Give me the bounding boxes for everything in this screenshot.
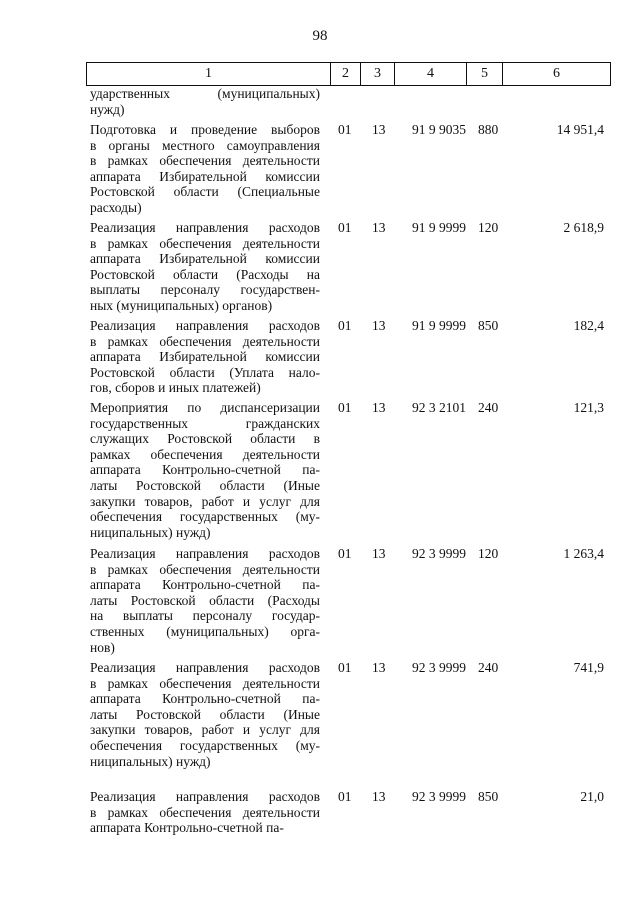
description-line: в органы местного самоуправления: [90, 137, 320, 153]
row-description: [90, 546, 320, 655]
description-line: Подготовка и проведение выборов: [90, 122, 320, 137]
table-row: [86, 400, 610, 540]
column-header-6: 6: [503, 63, 611, 86]
cell-razdel: 01: [338, 789, 352, 804]
description-line: служащих Ростовской области в: [90, 431, 320, 447]
description-line: латы Ростовской области (Расходы: [90, 592, 320, 608]
table-header: [86, 62, 611, 86]
cell-expense-type: 240: [478, 400, 499, 415]
cell-amount: 121,3: [573, 400, 604, 415]
cell-razdel: 01: [338, 220, 352, 235]
description-line: нов): [90, 639, 115, 655]
description-line: Ростовской области (Расходы на: [90, 266, 320, 282]
cell-razdel: 01: [338, 318, 352, 333]
row-description: [90, 400, 320, 540]
description-line: латы Ростовской области (Иные: [90, 706, 320, 722]
description-line: аппарата Контрольно-счетной па-: [90, 577, 320, 593]
column-header-3: 3: [361, 63, 395, 86]
description-line: Реализация направления расходов: [90, 546, 320, 561]
description-line: в рамках обеспечения деятельности: [90, 804, 320, 820]
table-row: [86, 318, 610, 396]
description-line: нужд): [90, 101, 125, 117]
description-line: закупки товаров, работ и услуг для: [90, 722, 320, 738]
description-line: в рамках обеспечения деятельности: [90, 561, 320, 577]
table-row: [86, 789, 610, 836]
description-line: Реализация направления расходов: [90, 220, 320, 235]
cell-razdel: 01: [338, 546, 352, 561]
column-header-5: 5: [467, 63, 503, 86]
description-line: в рамках обеспечения деятельности: [90, 153, 320, 169]
description-line: выплаты персоналу государствен-: [90, 282, 320, 298]
description-line: аппарата Контрольно-счетной па-: [90, 462, 320, 478]
description-line: Ростовской области (Уплата нало-: [90, 364, 320, 380]
cell-podrazdel: 13: [372, 318, 386, 333]
cell-target-article: 92 3 9999: [412, 660, 466, 675]
description-line: гов, сборов и иных платежей): [90, 380, 261, 396]
description-line: ударственных (муниципальных): [90, 86, 320, 101]
cell-amount: 2 618,9: [563, 220, 604, 235]
cell-razdel: 01: [338, 660, 352, 675]
description-line: аппарата Избирательной комиссии: [90, 168, 320, 184]
description-line: закупки товаров, работ и услуг для: [90, 493, 320, 509]
description-line: аппарата Контрольно-счетной па-: [90, 820, 284, 836]
cell-expense-type: 120: [478, 546, 499, 561]
description-line: обеспечения государственных (му-: [90, 737, 320, 753]
page-number: 98: [312, 28, 328, 44]
description-line: Реализация направления расходов: [90, 318, 320, 333]
cell-expense-type: 850: [478, 318, 499, 333]
description-line: Ростовской области (Специальные: [90, 184, 320, 200]
cell-target-article: 92 3 9999: [412, 546, 466, 561]
cell-razdel: 01: [338, 122, 352, 137]
cell-podrazdel: 13: [372, 122, 386, 137]
cell-amount: 21,0: [580, 789, 604, 804]
row-description: [90, 220, 320, 314]
description-line: латы Ростовской области (Иные: [90, 477, 320, 493]
row-description: [90, 789, 320, 836]
cell-podrazdel: 13: [372, 546, 386, 561]
cell-amount: 14 951,4: [556, 122, 604, 137]
description-line: обеспечения государственных (му-: [90, 509, 320, 525]
description-line: рамках обеспечения деятельности: [90, 446, 320, 462]
cell-amount: 182,4: [573, 318, 604, 333]
cell-expense-type: 120: [478, 220, 499, 235]
cell-amount: 1 263,4: [563, 546, 604, 561]
cell-expense-type: 880: [478, 122, 499, 137]
description-line: на выплаты персоналу государ-: [90, 608, 320, 624]
description-line: Мероприятия по диспансеризации: [90, 400, 320, 415]
table-row: [86, 660, 610, 769]
column-header-2: 2: [331, 63, 361, 86]
row-description: [90, 122, 320, 216]
description-line: аппарата Избирательной комиссии: [90, 251, 320, 267]
description-line: ниципальных) нужд): [90, 524, 211, 540]
description-line: расходы): [90, 199, 142, 215]
description-line: в рамках обеспечения деятельности: [90, 675, 320, 691]
cell-razdel: 01: [338, 400, 352, 415]
cell-podrazdel: 13: [372, 400, 386, 415]
cell-target-article: 92 3 9999: [412, 789, 466, 804]
row-description: [90, 660, 320, 769]
description-line: Реализация направления расходов: [90, 660, 320, 675]
column-header-4: 4: [395, 63, 467, 86]
cell-amount: 741,9: [573, 660, 604, 675]
description-line: в рамках обеспечения деятельности: [90, 235, 320, 251]
column-header-1: 1: [87, 63, 331, 86]
cell-podrazdel: 13: [372, 660, 386, 675]
cell-expense-type: 240: [478, 660, 499, 675]
cell-target-article: 91 9 9999: [412, 318, 466, 333]
table-row: [86, 220, 610, 314]
cell-podrazdel: 13: [372, 220, 386, 235]
description-line: Реализация направления расходов: [90, 789, 320, 804]
row-description: [90, 86, 320, 117]
cell-expense-type: 850: [478, 789, 499, 804]
description-line: аппарата Контрольно-счетной па-: [90, 691, 320, 707]
cell-podrazdel: 13: [372, 789, 386, 804]
cell-target-article: 92 3 2101: [412, 400, 466, 415]
description-line: ных (муниципальных) органов): [90, 297, 273, 313]
row-description: [90, 318, 320, 396]
table-row: [86, 86, 610, 117]
description-line: аппарата Избирательной комиссии: [90, 349, 320, 365]
cell-target-article: 91 9 9035: [412, 122, 466, 137]
description-line: в рамках обеспечения деятельности: [90, 333, 320, 349]
cell-target-article: 91 9 9999: [412, 220, 466, 235]
description-line: ственных (муниципальных) орга-: [90, 623, 320, 639]
table-row: [86, 546, 610, 655]
description-line: ниципальных) нужд): [90, 753, 211, 769]
description-line: государственных гражданских: [90, 415, 320, 431]
table-row: [86, 122, 610, 216]
